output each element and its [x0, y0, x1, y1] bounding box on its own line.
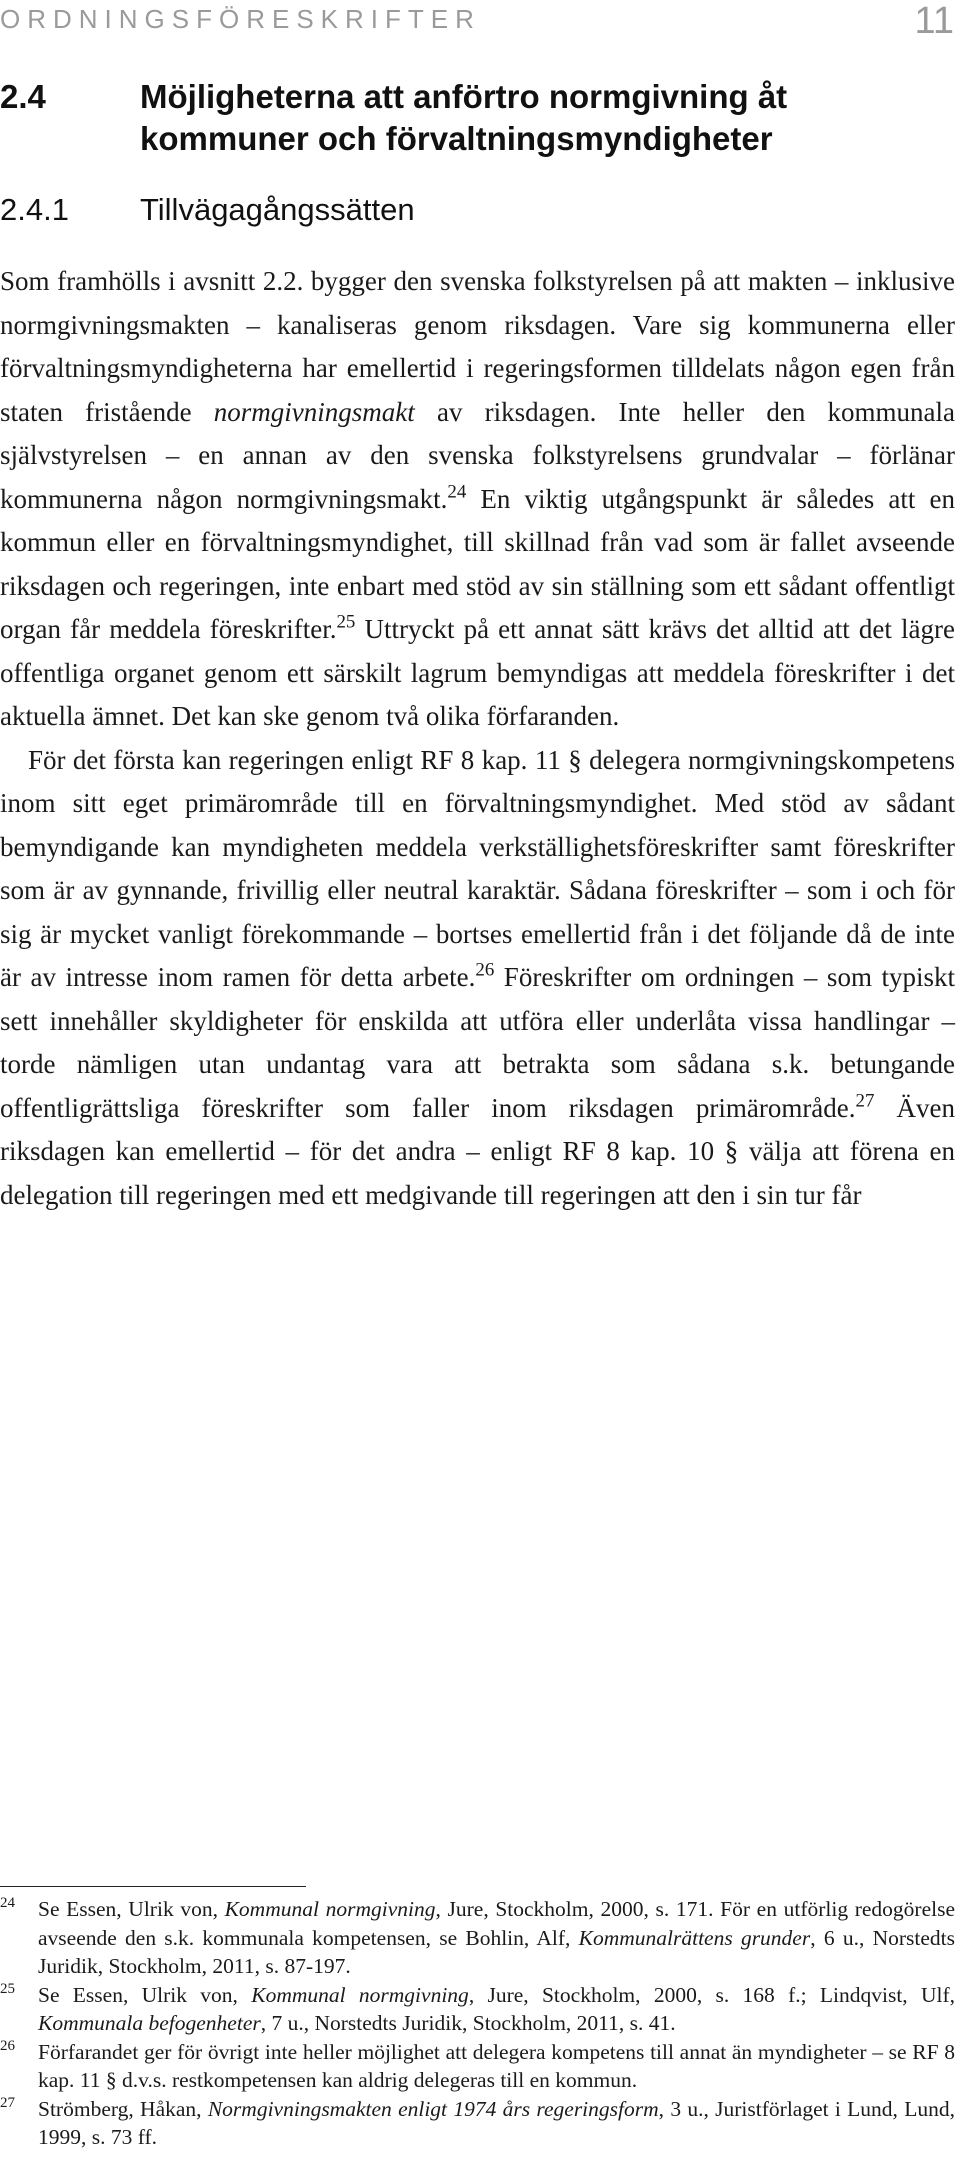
- footnote-divider: [0, 1886, 306, 1887]
- emphasis-term: normgivningsmakt: [213, 396, 415, 427]
- footnote-title: Normgivningsmakten enligt 1974 års regeringsform: [207, 2096, 659, 2121]
- footnote-ref-27[interactable]: 27: [855, 1090, 875, 1112]
- footnote-text-part: , 7 u., Norstedts Juridik, Stockholm, 2011, s. 41.: [260, 2011, 676, 2035]
- footnote-number: 27: [0, 2094, 15, 2111]
- paragraph-1-text-cont: av riksdagen. Inte heller den kommunala självstyrelsen – en annan av den svenska folkstyrelsens grundvalar – förlänar kommunerna någon normgivningsmakt.: [0, 396, 955, 514]
- footnote-text-part: Se Essen, Ulrik von,: [38, 1897, 225, 1921]
- paragraph-1-text-3: Uttryckt på ett annat sätt krävs det alltid att det lägre offentliga organet genom ett särskilt lagrum bemyndigas att meddela föreskrifter i det aktuella ämnet. Det kan ske genom två olika förfaranden.: [0, 614, 955, 731]
- section-title: Möjligheterna att anförtro normgivning åt kommuner och förvaltningsmyndigheter: [140, 78, 788, 157]
- footnote: [0, 2095, 955, 2152]
- footnote-title: Kommunal normgivning: [224, 1897, 436, 1921]
- footnote-number: 24: [0, 1895, 15, 1911]
- paragraph-2-text-2: Föreskrifter om ordningen – som typiskt sett innehåller skyldigheter för enskilda att utföra eller underlåta vissa handlingar – torde nämligen utan undantag vara att betrakta som sådana s.k. betungande offentligrättsliga föreskrifter som faller inom riksdagen primärområde.: [0, 962, 955, 1123]
- footnote-ref-24[interactable]: 24: [447, 481, 467, 503]
- footnote-text: [38, 1981, 955, 2038]
- footnote-text-part: , 3 u., Juristförlaget i Lund, Lund, 1999, s. 73 ff.: [38, 2096, 955, 2149]
- footnote: [0, 1895, 955, 1981]
- paragraph-2-text-3: Även riksdagen kan emellertid – för det andra – enligt RF 8 kap. 10 § välja att förena en delegation till regeringen med ett medgivande till regeringen att den i sin tur får: [0, 1092, 955, 1210]
- footnote-text-part: Strömberg, Håkan,: [38, 2096, 208, 2121]
- page-number: 11: [914, 0, 954, 42]
- running-title: ORDNINGSFÖRESKRIFTER: [0, 4, 481, 34]
- section-number: 2.4: [0, 78, 46, 115]
- footnote-title: Kommunal normgivning: [251, 1982, 469, 2007]
- footnote: [0, 2038, 955, 2095]
- paragraph-1-text-2: En viktig utgångspunkt är således att en kommun eller en förvaltningsmyndighet, till skillnad från vad som är fallet avseende riksdagen och regeringen, inte enbart med stöd av sin ställning som ett sådant offentligt organ får meddela föreskrifter.: [0, 483, 956, 644]
- subsection-title: Tillvägagångssätten: [140, 192, 415, 227]
- footnote-text: [38, 1895, 955, 1981]
- footnote-title: Kommunalrättens grunder: [578, 1925, 811, 1950]
- footnote-title: Kommunala befogenheter: [38, 2011, 261, 2035]
- footnote-text-part: Förfarandet ger för övrigt inte heller möjlighet att delegera kompetens till annat än myndigheter – se RF 8 kap. 11 § d.v.s. restkompetensen kan aldrig delegeras till en kommun.: [38, 2039, 955, 2092]
- footnote-number: 26: [0, 2037, 15, 2054]
- footnotes: [0, 1895, 955, 2152]
- footnote-number: 25: [0, 1980, 15, 1997]
- footnote-text: [38, 2095, 955, 2152]
- paragraph-1-text: Som framhölls i avsnitt 2.2. bygger den svenska folkstyrelsen på att makten – inklusive normgivningsmakten – kanaliseras genom riksdagen. Vare sig kommunerna eller förvaltningsmyndigheterna har emellertid i regeringsformen tilldelats någon egen från staten fristående: [0, 266, 955, 427]
- paragraph-1: [0, 260, 955, 739]
- subsection-number: 2.4.1: [0, 192, 69, 227]
- paragraph-2: [0, 739, 955, 1218]
- running-header: [0, 0, 960, 40]
- body-text: [0, 260, 955, 1217]
- footnote: [0, 1981, 955, 2038]
- footnote-text: [38, 2038, 955, 2095]
- footnote-ref-25[interactable]: 25: [336, 611, 356, 633]
- footnote-ref-26[interactable]: 26: [475, 959, 495, 981]
- footnote-text-part: , Jure, Stockholm, 2000, s. 171. För en utförlig redogörelse avseende den s.k. kommunala kompetensen, se Bohlin, Alf,: [38, 1897, 956, 1950]
- footnote-text-part: , Jure, Stockholm, 2000, s. 168 f.; Lindqvist, Ulf,: [468, 1982, 956, 2007]
- footnote-text-part: Se Essen, Ulrik von,: [38, 1982, 252, 2007]
- footnote-text-part: , 6 u., Norstedts Juridik, Stockholm, 2011, s. 87-197.: [38, 1925, 955, 1978]
- paragraph-2-text: För det första kan regeringen enligt RF 8 kap. 11 § delegera normgivningskompetens inom sitt eget primärområde till en förvaltningsmyndighet. Med stöd av sådant bemyndigande kan myndigheten meddela verkställighetsföreskrifter samt föreskrifter som är av gynnande, frivillig eller neutral karaktär. Sådana föreskrifter – som i och för sig är mycket vanligt förekommande – bortses emellertid från i det följande då de inte är av intresse inom ramen för detta arbete.: [0, 744, 955, 992]
